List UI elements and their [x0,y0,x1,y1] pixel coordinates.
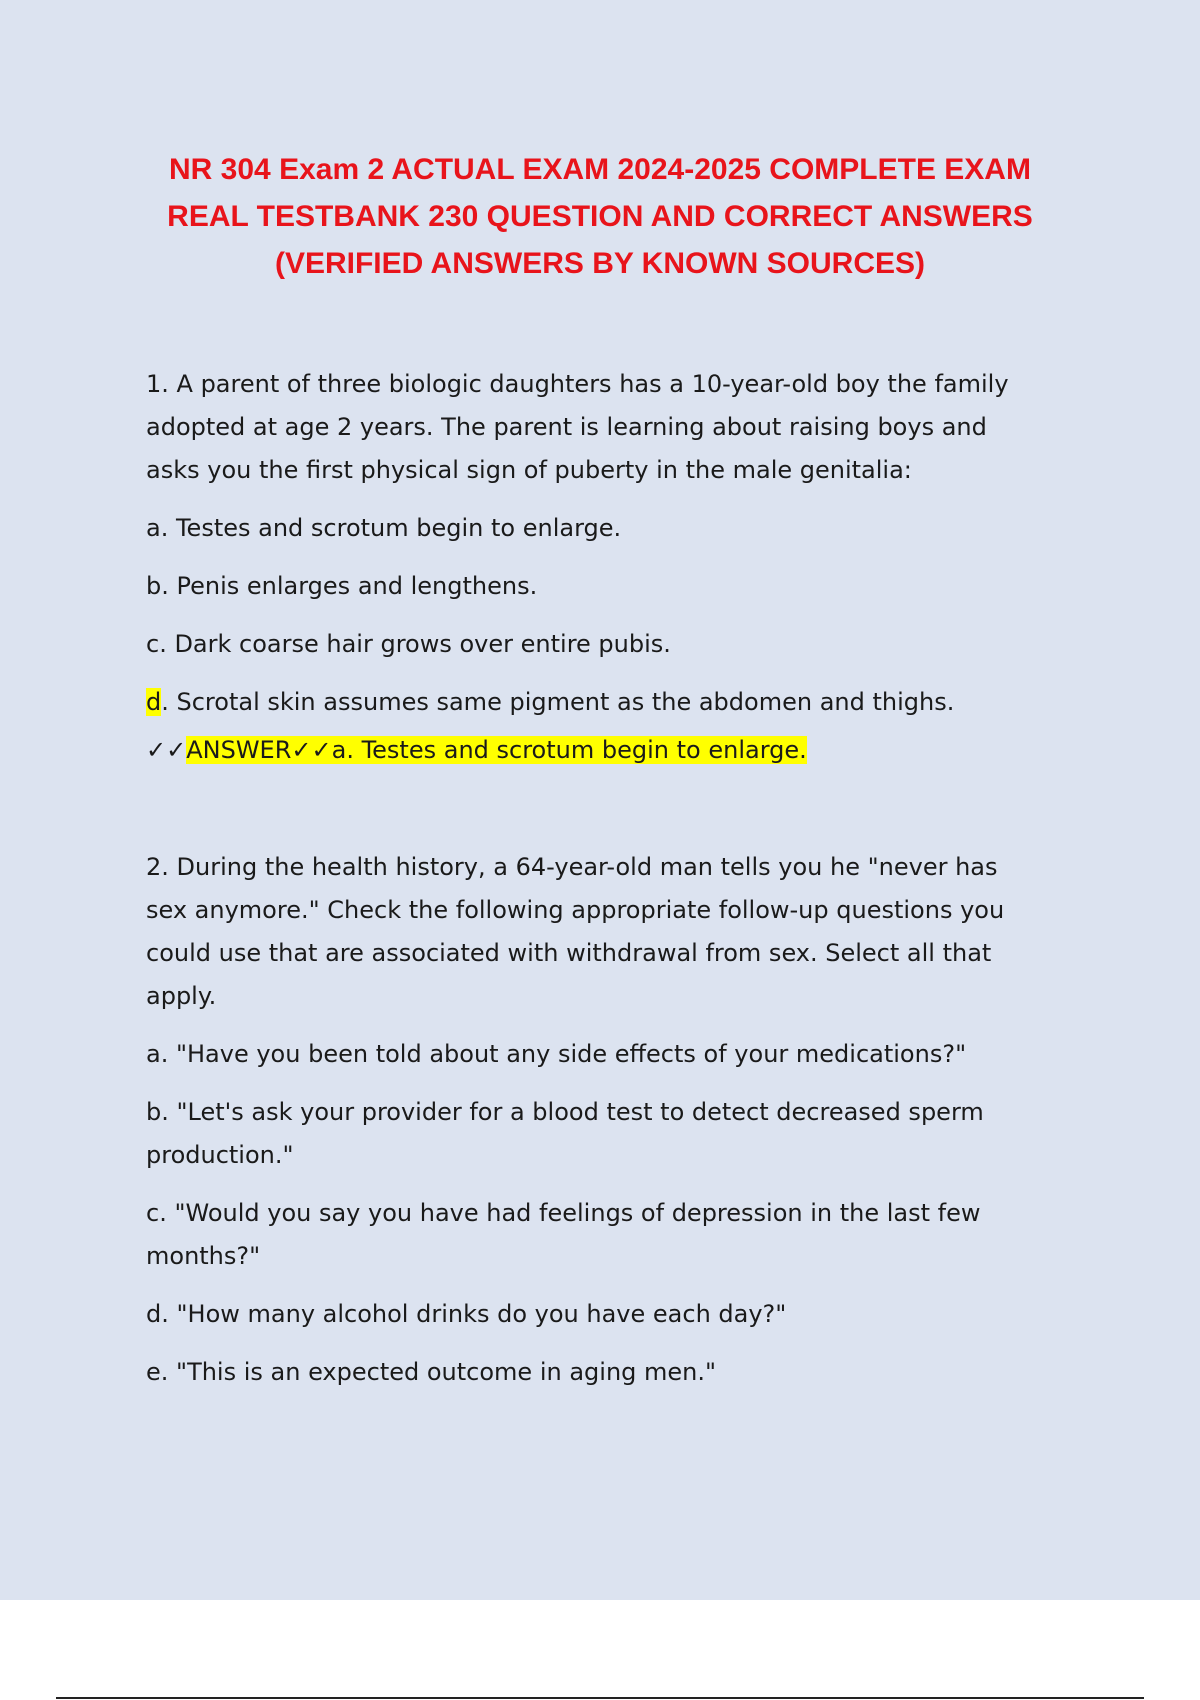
option-line: b. "Let's ask your provider for a blood test to detect decreased sperm [146,1098,984,1126]
option-d-text: . Scrotal skin assumes same pigment as the abdomen and thighs. [161,688,955,716]
stem-line: 2. During the health history, a 64-year-old man tells you he "never has [146,853,998,881]
option-d: d. "How many alcohol drinks do you have each day?" [146,1300,787,1328]
stem-line: could use that are associated with withdrawal from sex. Select all that [146,939,992,967]
question-2 [146,846,1086,1394]
bottom-divider [56,1697,1144,1699]
stem-line: asks you the first physical sign of puberty in the male genitalia: [146,456,912,484]
stem-line: 1. A parent of three biologic daughters has a 10-year-old boy the family [146,370,1009,398]
option-b: b. Penis enlarges and lengthens. [146,572,538,600]
option-d-letter: d [146,688,162,716]
option-b [146,1091,1086,1177]
answer-text: ANSWER✓✓a. Testes and scrotum begin to enlarge. [186,736,807,764]
option-c: c. Dark coarse hair grows over entire pubis. [146,630,671,658]
option-e: e. "This is an expected outcome in aging men." [146,1358,717,1386]
stem-line: apply. [146,982,217,1010]
answer-line [146,729,1086,772]
option-a: a. Testes and scrotum begin to enlarge. [146,514,622,542]
option-line: months?" [146,1242,261,1270]
question-stem [146,846,1086,1018]
stem-line: sex anymore." Check the following appropriate follow-up questions you [146,896,1005,924]
option-line: production." [146,1141,294,1169]
option-line: c. "Would you say you have had feelings of depression in the last few [146,1199,981,1227]
option-a: a. "Have you been told about any side effects of your medications?" [146,1040,967,1068]
document-title [100,146,1100,287]
question-stem [146,363,1086,492]
option-c [146,1192,1086,1278]
question-1 [146,363,1086,772]
title-line: (VERIFIED ANSWERS BY KNOWN SOURCES) [274,247,926,280]
title-line: REAL TESTBANK 230 QUESTION AND CORRECT ANSWERS [167,200,1033,233]
stem-line: adopted at age 2 years. The parent is learning about raising boys and [146,413,987,441]
title-line: NR 304 Exam 2 ACTUAL EXAM 2024-2025 COMPLETE EXAM [169,153,1031,186]
check-icon: ✓✓ [146,736,187,764]
option-d [146,681,1086,724]
question-list [146,363,1086,1394]
